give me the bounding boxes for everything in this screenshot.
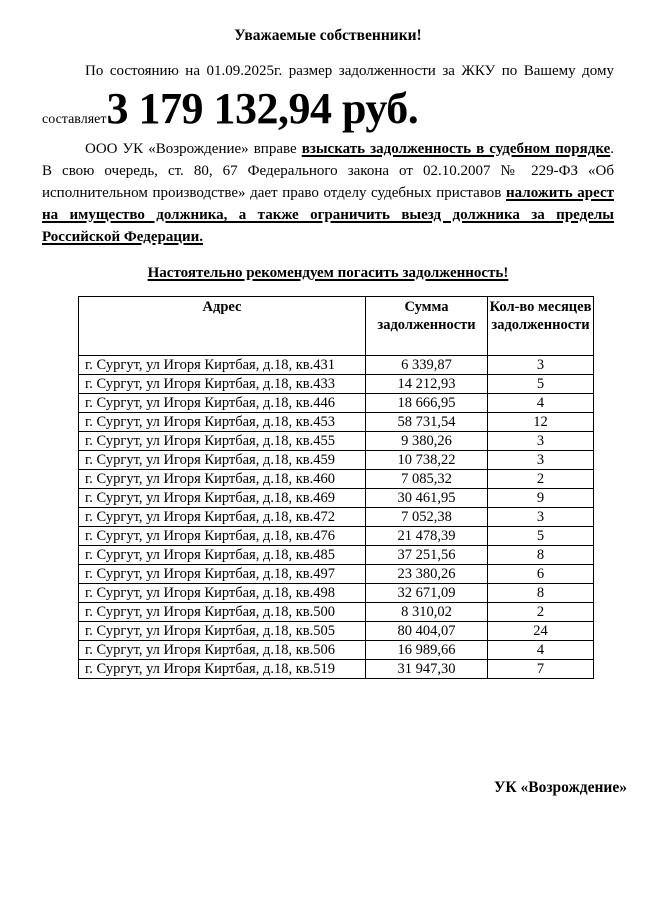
address-cell: г. Сургут, ул Игоря Киртбая, д.18, кв.446 [79,394,366,413]
amount-cell: 7 085,32 [366,470,488,489]
months-cell: 3 [488,508,594,527]
address-cell: г. Сургут, ул Игоря Киртбая, д.18, кв.497 [79,565,366,584]
table-header-amount: Сумма задолженности [366,297,488,356]
table-row [79,584,594,603]
amount-cell: 7 052,38 [366,508,488,527]
months-cell: 3 [488,451,594,470]
months-cell: 4 [488,641,594,660]
amount-cell: 37 251,56 [366,546,488,565]
amount-cell: 31 947,30 [366,660,488,679]
notice-content [0,26,650,283]
amount-prefix: составляет [42,112,107,127]
table-row [79,527,594,546]
months-cell: 6 [488,565,594,584]
table-row [79,356,594,375]
table-row [79,622,594,641]
months-cell: 2 [488,470,594,489]
address-cell: г. Сургут, ул Игоря Киртбая, д.18, кв.469 [79,489,366,508]
table-row [79,451,594,470]
table-row [79,546,594,565]
legal-bold-claim: взыскать задолженность в судебном порядке [301,141,611,157]
amount-cell: 80 404,07 [366,622,488,641]
months-cell: 5 [488,375,594,394]
recommendation-text: Настоятельно рекомендуем погасить задолженность! [147,265,509,281]
address-cell: г. Сургут, ул Игоря Киртбая, д.18, кв.460 [79,470,366,489]
table-row [79,641,594,660]
table-header-months: Кол-во месяцев задолженности [488,297,594,356]
address-cell: г. Сургут, ул Игоря Киртбая, д.18, кв.453 [79,413,366,432]
recommendation-banner [42,263,614,283]
address-cell: г. Сургут, ул Игоря Киртбая, д.18, кв.498 [79,584,366,603]
address-cell: г. Сургут, ул Игоря Киртбая, д.18, кв.455 [79,432,366,451]
months-cell: 9 [488,489,594,508]
amount-cell: 21 478,39 [366,527,488,546]
months-cell: 3 [488,356,594,375]
amount-cell: 9 380,26 [366,432,488,451]
table-header-address: Адрес [79,297,366,356]
legal-paragraph [42,138,614,248]
legal-text-part2: . В свою очередь, ст. 80, 67 Федерального закона от 02.10.2007 № 229-ФЗ «Об исполнительном производстве» дает право отделу судебных приставов [42,141,614,201]
address-cell: г. Сургут, ул Игоря Киртбая, д.18, кв.506 [79,641,366,660]
amount-cell: 16 989,66 [366,641,488,660]
months-cell: 5 [488,527,594,546]
amount-cell: 14 212,93 [366,375,488,394]
months-cell: 8 [488,584,594,603]
amount-cell: 18 666,95 [366,394,488,413]
table-row [79,603,594,622]
address-cell: г. Сургут, ул Игоря Киртбая, д.18, кв.519 [79,660,366,679]
table-row [79,375,594,394]
address-cell: г. Сургут, ул Игоря Киртбая, д.18, кв.431 [79,356,366,375]
amount-cell: 30 461,95 [366,489,488,508]
intro-paragraph: По состоянию на 01.09.2025г. размер задолженности за ЖКУ по Вашему дому [85,63,614,79]
months-cell: 8 [488,546,594,565]
table-row [79,660,594,679]
months-cell: 3 [488,432,594,451]
table-row [79,432,594,451]
table-row [79,565,594,584]
address-cell: г. Сургут, ул Игоря Киртбая, д.18, кв.459 [79,451,366,470]
table-row [79,394,594,413]
amount-cell: 6 339,87 [366,356,488,375]
address-cell: г. Сургут, ул Игоря Киртбая, д.18, кв.433 [79,375,366,394]
table-header-row [79,297,594,356]
page-title: Уважаемые собственники! [234,27,422,44]
table-row [79,413,594,432]
debt-table [78,296,594,679]
address-cell: г. Сургут, ул Игоря Киртбая, д.18, кв.472 [79,508,366,527]
table-row [79,508,594,527]
months-cell: 2 [488,603,594,622]
table-row [79,470,594,489]
amount-cell: 32 671,09 [366,584,488,603]
legal-text-part1: ООО УК «Возрождение» вправе [85,141,302,157]
amount-cell: 8 310,02 [366,603,488,622]
address-cell: г. Сургут, ул Игоря Киртбая, д.18, кв.485 [79,546,366,565]
amount-cell: 10 738,22 [366,451,488,470]
signature: УК «Возрождение» [494,779,627,796]
address-cell: г. Сургут, ул Игоря Киртбая, д.18, кв.476 [79,527,366,546]
debt-amount: 3 179 132,94 руб. [106,84,419,133]
amount-cell: 23 380,26 [366,565,488,584]
months-cell: 4 [488,394,594,413]
amount-line [42,84,614,134]
address-cell: г. Сургут, ул Игоря Киртбая, д.18, кв.500 [79,603,366,622]
amount-cell: 58 731,54 [366,413,488,432]
address-cell: г. Сургут, ул Игоря Киртбая, д.18, кв.505 [79,622,366,641]
legal-bold-arrest: наложить арест на имущество должника, а также ограничить выезд должника за пределы Российской Федерации. [42,185,614,245]
table-row [79,489,594,508]
months-cell: 7 [488,660,594,679]
months-cell: 12 [488,413,594,432]
months-cell: 24 [488,622,594,641]
